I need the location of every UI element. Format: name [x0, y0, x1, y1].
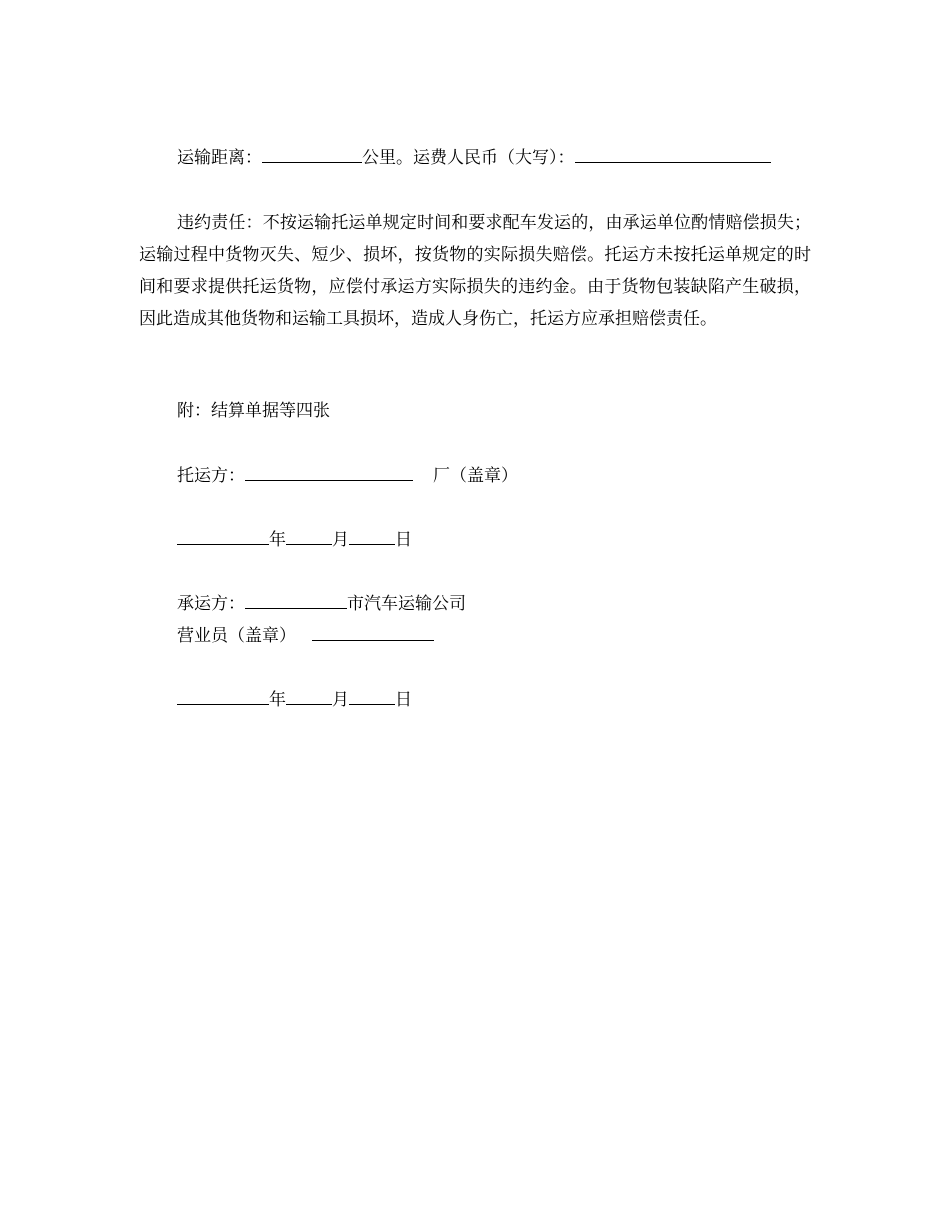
liability-paragraph: 违约责任：不按运输托运单规定时间和要求配车发运的，由承运单位酌情赔偿损失；运输过程中货物灭失、短少、损坏，按货物的实际损失赔偿。托运方未按托运单规定的时间和要求提供托运货物，应偿付承运方实际损失的违约金。由于货物包装缺陷产生破损，因此造成其他货物和运输工具损坏，造成人身伤亡，托运方应承担赔偿责任。 — [139, 213, 811, 329]
date-line-1 — [177, 528, 412, 551]
fee-blank[interactable] — [575, 146, 771, 163]
fee-label: 公里。运费人民币（大写）： — [362, 148, 575, 168]
distance-fee-line — [177, 146, 771, 169]
carrier-city-blank[interactable] — [245, 592, 347, 609]
carrier-line — [177, 592, 466, 615]
day-label: 日 — [395, 530, 412, 550]
consignor-suffix: 厂（盖章） — [433, 466, 518, 486]
day-blank[interactable] — [349, 528, 395, 545]
attachment-line: 附：结算单据等四张 — [177, 401, 330, 421]
date-line-2 — [177, 688, 412, 711]
year-blank[interactable] — [177, 528, 269, 545]
distance-blank[interactable] — [262, 146, 362, 163]
consignor-label: 托运方： — [177, 466, 245, 486]
consignor-line — [177, 464, 518, 487]
year-label: 年 — [269, 690, 286, 710]
year-label: 年 — [269, 530, 286, 550]
carrier-label: 承运方： — [177, 594, 245, 614]
month-label: 月 — [332, 690, 349, 710]
distance-label: 运输距离： — [177, 148, 262, 168]
month-blank[interactable] — [286, 688, 332, 705]
day-label: 日 — [395, 690, 412, 710]
clerk-blank[interactable] — [312, 624, 434, 641]
month-label: 月 — [332, 530, 349, 550]
day-blank[interactable] — [349, 688, 395, 705]
month-blank[interactable] — [286, 528, 332, 545]
clerk-label: 营业员（盖章） — [177, 626, 296, 646]
consignor-blank[interactable] — [245, 464, 413, 481]
carrier-suffix: 市汽车运输公司 — [347, 594, 466, 614]
year-blank[interactable] — [177, 688, 269, 705]
clerk-line — [177, 624, 434, 647]
